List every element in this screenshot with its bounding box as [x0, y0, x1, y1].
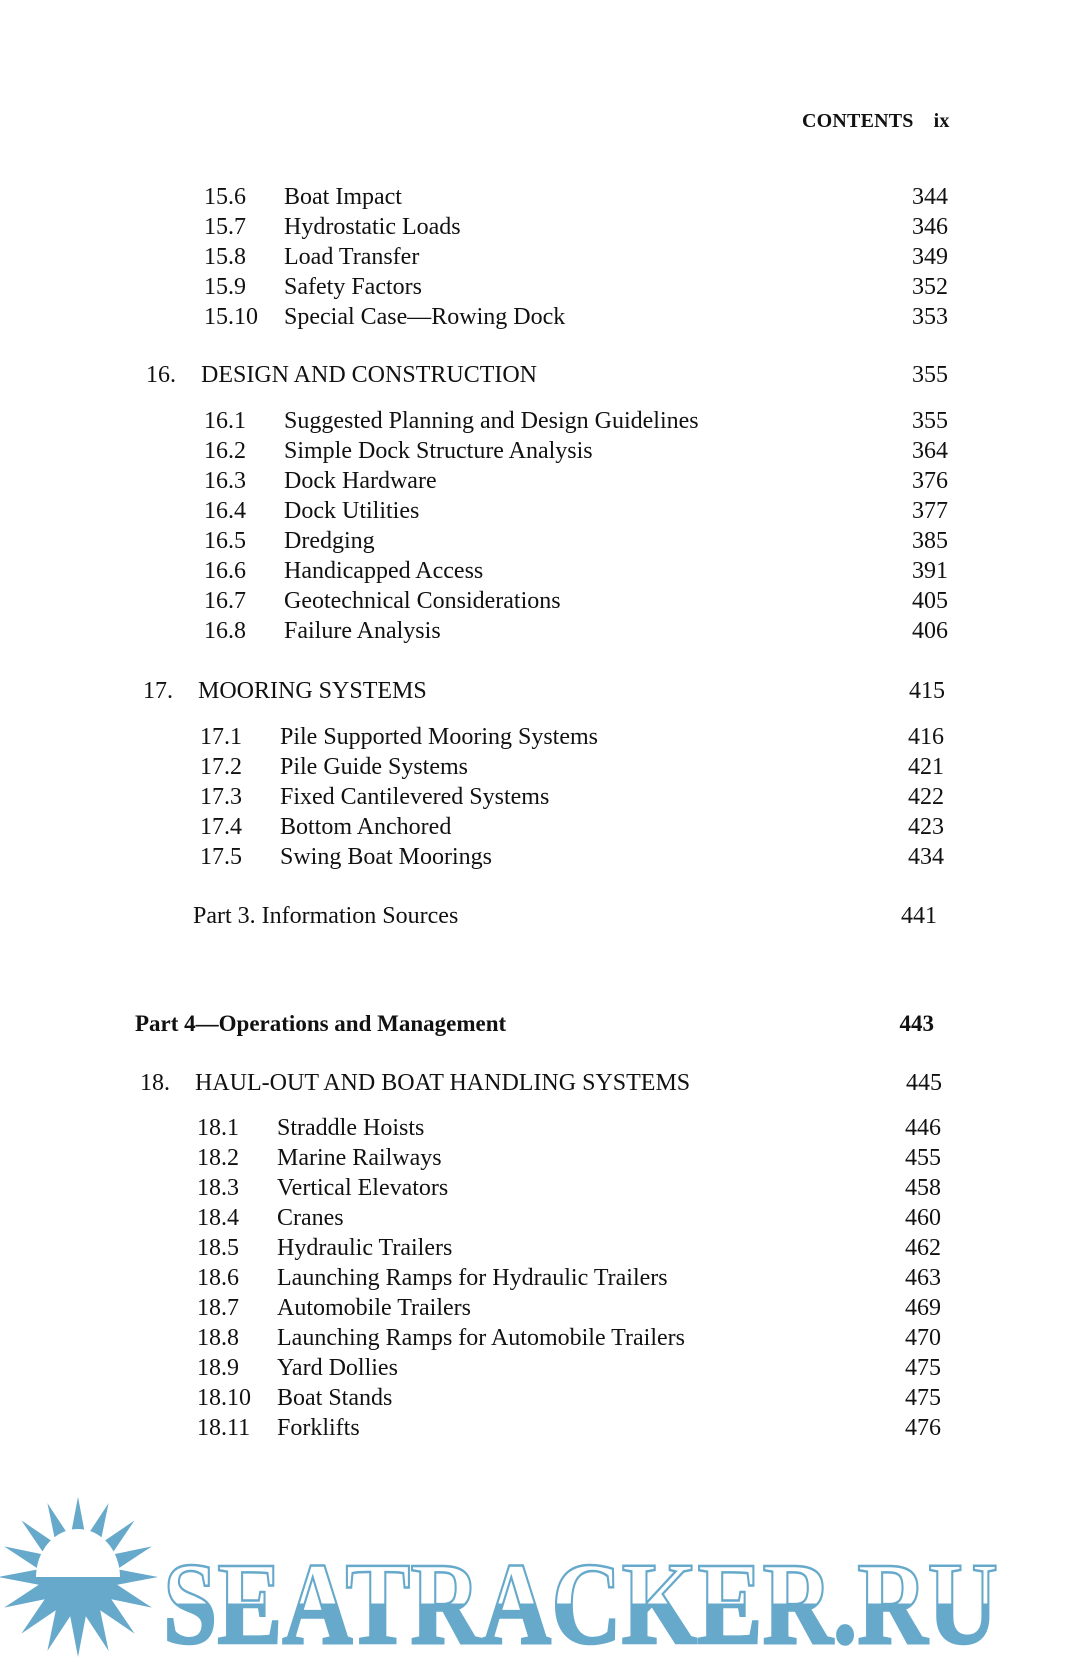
entry-number: 17.1: [200, 724, 242, 750]
entry-number: 17.4: [200, 814, 242, 840]
entry-title: Dredging: [284, 528, 375, 554]
toc-entry: [197, 1353, 941, 1383]
entry-title: MOORING SYSTEMS: [198, 678, 427, 704]
entry-page: 364: [912, 438, 948, 464]
header-title: CONTENTS: [802, 110, 914, 132]
toc-entry: [200, 752, 944, 782]
toc-section-sub: [204, 182, 948, 332]
entry-title: Boat Impact: [284, 184, 402, 210]
entry-title: Simple Dock Structure Analysis: [284, 438, 593, 464]
entry-title: Boat Stands: [277, 1385, 393, 1411]
entry-number: 16.: [146, 362, 176, 388]
toc-chapter: [140, 1068, 942, 1098]
entry-number: 18.4: [197, 1205, 239, 1231]
entry-number: 15.7: [204, 214, 246, 240]
entry-page: 476: [905, 1415, 941, 1441]
toc-entry: [200, 812, 944, 842]
entry-title: Launching Ramps for Automobile Trailers: [277, 1325, 685, 1351]
entry-page: 355: [912, 408, 948, 434]
toc-section-part3: [193, 901, 937, 931]
entry-title: Pile Guide Systems: [280, 754, 469, 780]
entry-number: 16.6: [204, 558, 246, 584]
entry-page: 458: [905, 1175, 941, 1201]
entry-page: 423: [908, 814, 944, 840]
table-of-contents: [0, 182, 1080, 1443]
entry-title: Straddle Hoists: [277, 1115, 425, 1141]
watermark-logo: [0, 1495, 1080, 1660]
entry-title: DESIGN AND CONSTRUCTION: [201, 362, 538, 388]
entry-number: 18.8: [197, 1325, 239, 1351]
entry-page: 421: [908, 754, 944, 780]
toc-entry: [200, 782, 944, 812]
watermark-text: SEATRACKER.RU: [163, 1538, 998, 1660]
entry-page: 475: [905, 1385, 941, 1411]
entry-page: 469: [905, 1295, 941, 1321]
toc-entry: [204, 212, 948, 242]
entry-title: Suggested Planning and Design Guidelines: [284, 408, 699, 434]
toc-entry: [204, 616, 948, 646]
entry-number: 17.5: [200, 844, 242, 870]
entry-page: 455: [905, 1145, 941, 1171]
toc-entry: [197, 1383, 941, 1413]
toc-part: [193, 901, 937, 931]
toc-entry: [197, 1173, 941, 1203]
toc-section-part4: [135, 1009, 934, 1039]
toc-section-chap: [140, 1068, 942, 1098]
entry-page: 475: [905, 1355, 941, 1381]
entry-page: 416: [908, 724, 944, 750]
entry-page: 415: [909, 678, 945, 704]
toc-entry: [204, 406, 948, 436]
toc-entry: [197, 1323, 941, 1353]
toc-entry: [197, 1293, 941, 1323]
entry-number: 16.2: [204, 438, 246, 464]
entry-page: 385: [912, 528, 948, 554]
entry-number: 16.8: [204, 618, 246, 644]
entry-page: 376: [912, 468, 948, 494]
entry-title: Swing Boat Moorings: [280, 844, 493, 870]
entry-page: 446: [905, 1115, 941, 1141]
entry-number: 17.: [143, 678, 173, 704]
entry-title: Yard Dollies: [277, 1355, 398, 1381]
toc-section-sub: [197, 1113, 941, 1443]
toc-entry: [197, 1203, 941, 1233]
entry-title: Hydrostatic Loads: [284, 214, 461, 240]
entry-number: 16.7: [204, 588, 246, 614]
entry-number: 18.: [140, 1070, 170, 1096]
entry-page: 346: [912, 214, 948, 240]
entry-number: 18.5: [197, 1235, 239, 1261]
toc-section-sub: [200, 722, 944, 872]
entry-page: 463: [905, 1265, 941, 1291]
toc-entry: [204, 302, 948, 332]
entry-title: Dock Utilities: [284, 498, 420, 524]
entry-page: 352: [912, 274, 948, 300]
entry-page: 434: [908, 844, 944, 870]
entry-number: 16.5: [204, 528, 246, 554]
toc-entry: [204, 242, 948, 272]
entry-number: 16.1: [204, 408, 246, 434]
entry-number: 18.11: [197, 1415, 251, 1441]
entry-page: 443: [899, 1011, 934, 1036]
entry-number: 18.10: [197, 1385, 251, 1411]
entry-title: Vertical Elevators: [277, 1175, 449, 1201]
entry-title: Safety Factors: [284, 274, 422, 300]
entry-page: 353: [912, 304, 948, 330]
toc-section-chap: [143, 676, 945, 706]
toc-entry: [204, 182, 948, 212]
entry-page: 422: [908, 784, 944, 810]
entry-title: Geotechnical Considerations: [284, 588, 561, 614]
entry-title: Bottom Anchored: [280, 814, 452, 840]
toc-section-chap: [146, 360, 948, 390]
toc-section-sub: [204, 406, 948, 646]
toc-entry: [197, 1233, 941, 1263]
entry-number: 18.7: [197, 1295, 239, 1321]
entry-title: Part 3. Information Sources: [193, 903, 459, 929]
toc-entry: [197, 1143, 941, 1173]
entry-title: Marine Railways: [277, 1145, 442, 1171]
entry-page: 405: [912, 588, 948, 614]
toc-entry: [204, 496, 948, 526]
toc-entry: [200, 722, 944, 752]
entry-number: 15.9: [204, 274, 246, 300]
toc-chapter: [146, 360, 948, 390]
toc-entry: [197, 1413, 941, 1443]
entry-page: 391: [912, 558, 948, 584]
entry-title: Cranes: [277, 1205, 344, 1231]
entry-title: Fixed Cantilevered Systems: [280, 784, 550, 810]
entry-page: 445: [906, 1070, 942, 1096]
entry-number: 18.1: [197, 1115, 239, 1141]
entry-title: Special Case—Rowing Dock: [284, 304, 566, 330]
entry-title: Dock Hardware: [284, 468, 437, 494]
entry-number: 18.3: [197, 1175, 239, 1201]
entry-page: 460: [905, 1205, 941, 1231]
sun-disc: [36, 1529, 120, 1577]
entry-title: HAUL-OUT AND BOAT HANDLING SYSTEMS: [195, 1070, 691, 1096]
entry-number: 17.2: [200, 754, 242, 780]
toc-entry: [204, 466, 948, 496]
entry-page: 462: [905, 1235, 941, 1261]
header-page-number: ix: [933, 110, 950, 132]
entry-title: Pile Supported Mooring Systems: [280, 724, 599, 750]
entry-title: Failure Analysis: [284, 618, 441, 644]
entry-title: Automobile Trailers: [277, 1295, 472, 1321]
entry-page: 349: [912, 244, 948, 270]
toc-entry: [197, 1113, 941, 1143]
entry-number: 18.2: [197, 1145, 239, 1171]
entry-page: 470: [905, 1325, 941, 1351]
entry-number: 15.6: [204, 184, 246, 210]
entry-page: 441: [901, 903, 937, 929]
entry-title: Handicapped Access: [284, 558, 484, 584]
entry-page: 355: [912, 362, 948, 388]
entry-title: Part 4—Operations and Management: [135, 1011, 507, 1036]
entry-number: 18.6: [197, 1265, 239, 1291]
entry-number: 15.10: [204, 304, 258, 330]
entry-number: 16.4: [204, 498, 246, 524]
entry-number: 18.9: [197, 1355, 239, 1381]
toc-chapter: [143, 676, 945, 706]
entry-title: Load Transfer: [284, 244, 420, 270]
entry-page: 406: [912, 618, 948, 644]
toc-entry: [204, 556, 948, 586]
toc-entry: [204, 436, 948, 466]
toc-part: [135, 1009, 934, 1039]
entry-title: Forklifts: [277, 1415, 360, 1441]
entry-title: Hydraulic Trailers: [277, 1235, 453, 1261]
entry-title: Launching Ramps for Hydraulic Trailers: [277, 1265, 668, 1291]
toc-entry: [204, 526, 948, 556]
toc-entry: [204, 586, 948, 616]
entry-number: 17.3: [200, 784, 242, 810]
entry-number: 15.8: [204, 244, 246, 270]
sun-icon: [0, 1497, 158, 1657]
entry-number: 16.3: [204, 468, 246, 494]
toc-entry: [200, 842, 944, 872]
entry-page: 377: [912, 498, 948, 524]
toc-entry: [197, 1263, 941, 1293]
entry-page: 344: [912, 184, 948, 210]
running-header: [802, 110, 950, 133]
toc-entry: [204, 272, 948, 302]
